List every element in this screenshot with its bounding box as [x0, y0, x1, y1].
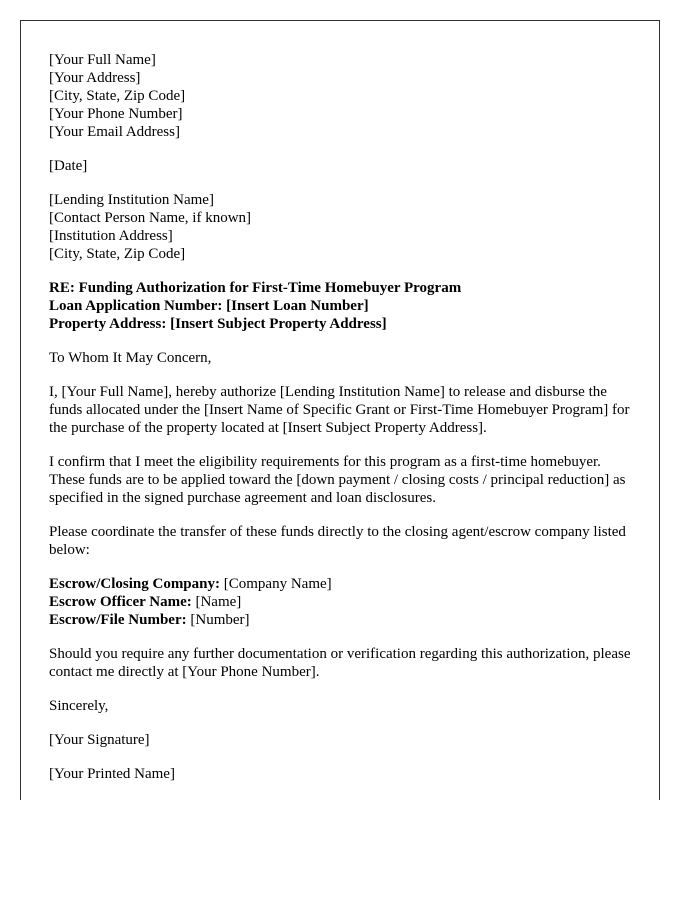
salutation: To Whom It May Concern,	[49, 350, 212, 366]
sender-address: [Your Address]	[49, 70, 141, 86]
escrow-file-value: [Number]	[186, 612, 250, 628]
escrow-file-line	[49, 611, 639, 629]
letter-page	[20, 20, 660, 800]
recipient-block	[49, 191, 639, 263]
escrow-officer-label: Escrow Officer Name:	[49, 594, 192, 610]
escrow-officer-value: [Name]	[191, 594, 242, 610]
escrow-company-line	[49, 575, 639, 593]
sender-email: [Your Email Address]	[49, 124, 180, 140]
recipient-contact: [Contact Person Name, if known]	[49, 210, 252, 226]
escrow-block	[49, 575, 639, 629]
sender-city-state-zip: [City, State, Zip Code]	[49, 88, 186, 104]
sender-phone: [Your Phone Number]	[49, 106, 183, 122]
re-loan-number: Loan Application Number: [Insert Loan Number]	[49, 298, 369, 314]
re-subject: RE: Funding Authorization for First-Time Homebuyer Program	[49, 280, 462, 296]
escrow-officer-line	[49, 593, 639, 611]
paragraph-contact: Should you require any further documentation or verification regarding this authorization, please contact me directly at [Your Phone Number].	[49, 646, 631, 680]
letter-date: [Date]	[49, 158, 88, 174]
paragraph-eligibility: I confirm that I meet the eligibility requirements for this program as a first-time homebuyer. These funds are to be applied toward the [down payment / closing costs / principal reduction] as specified in the signed purchase agreement and loan disclosures.	[49, 454, 626, 506]
escrow-file-label: Escrow/File Number:	[49, 612, 187, 628]
date-block	[49, 157, 639, 175]
escrow-company-value: [Company Name]	[220, 576, 332, 592]
recipient-address: [Institution Address]	[49, 228, 173, 244]
signature: [Your Signature]	[49, 732, 150, 748]
paragraph-coordinate: Please coordinate the transfer of these funds directly to the closing agent/escrow company listed below:	[49, 524, 626, 558]
recipient-city-state-zip: [City, State, Zip Code]	[49, 246, 186, 262]
re-property-address: Property Address: [Insert Subject Property Address]	[49, 316, 387, 332]
escrow-company-label: Escrow/Closing Company:	[49, 576, 220, 592]
recipient-institution: [Lending Institution Name]	[49, 192, 214, 208]
closing: Sincerely,	[49, 698, 109, 714]
sender-block	[49, 51, 639, 141]
letter-content	[49, 51, 639, 799]
printed-name: [Your Printed Name]	[49, 766, 175, 782]
re-block	[49, 279, 639, 333]
sender-name: [Your Full Name]	[49, 52, 156, 68]
paragraph-authorization: I, [Your Full Name], hereby authorize [Lending Institution Name] to release and disburse the funds allocated under the [Insert Name of Specific Grant or First-Time Homebuyer Program] for the purchase of the property located at [Insert Subject Property Address].	[49, 384, 630, 436]
